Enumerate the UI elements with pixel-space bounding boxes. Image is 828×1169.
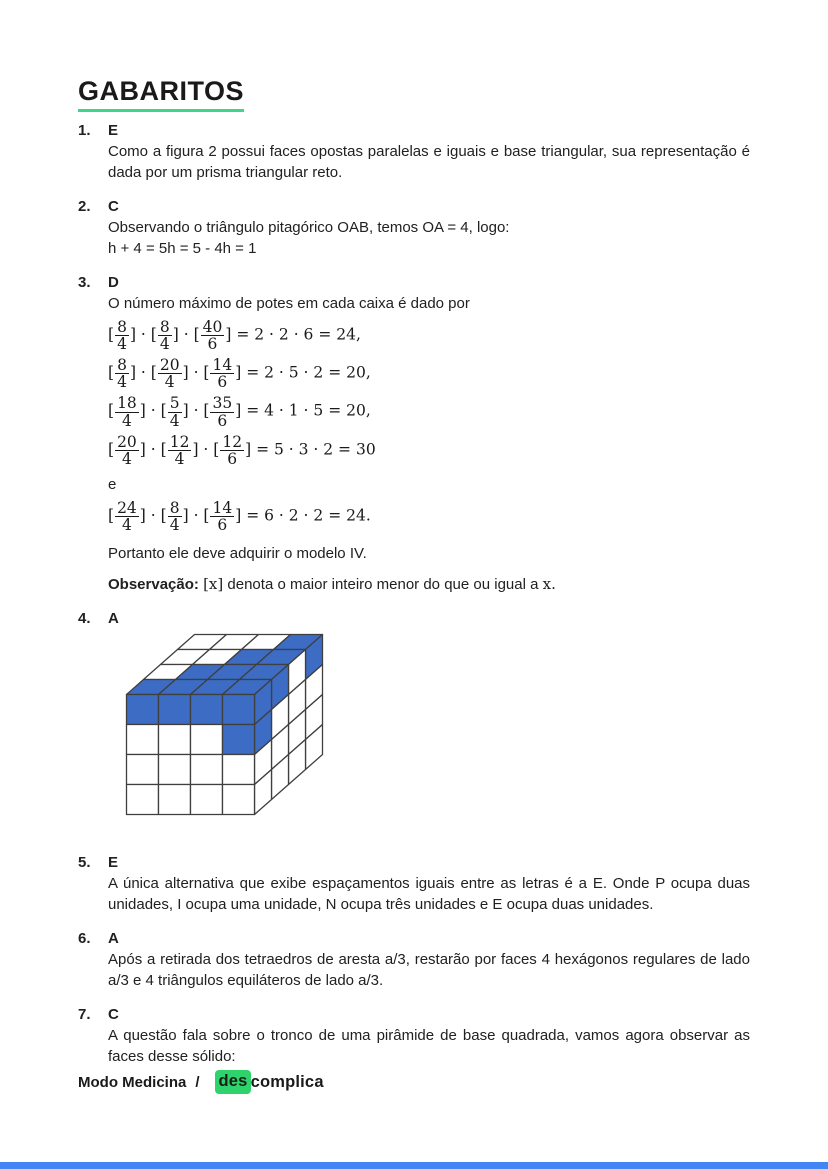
note-text: denota o maior inteiro menor do que ou igual a	[223, 576, 543, 594]
note-math-x: x.	[542, 575, 556, 594]
explanation-line: Observando o triângulo pitagórico OAB, temos OA = 4, logo:	[108, 219, 510, 236]
logo-complica-text: complica	[250, 1072, 324, 1091]
bottom-accent-bar	[0, 1162, 828, 1169]
item-number: 7.	[78, 1006, 91, 1024]
item-number: 5.	[78, 854, 91, 872]
answer-letter: E	[108, 854, 119, 872]
descomplica-logo	[215, 1070, 324, 1094]
item-number: 6.	[78, 930, 91, 948]
equation-line: [ $\frac{8}{4}$ ] · [ $\frac{8}{4}$ ] · [ $\frac{40}{6}$ ] = 2 · 2 · 6 = 24,	[108, 318, 361, 354]
item-number: 4.	[78, 610, 91, 628]
answer-item-7	[78, 1004, 750, 1067]
page-title: GABARITOS	[78, 76, 244, 112]
explanation-line: O número máximo de potes em cada caixa é dado por	[108, 295, 470, 312]
equation-text-line: h + 4 = 5h = 5 - 4h = 1	[108, 240, 257, 257]
observation-note	[108, 574, 750, 595]
footer-separator: /	[195, 1073, 200, 1091]
equation-line: [ $\frac{8}{4}$ ] · [ $\frac{20}{4}$ ] · [ $\frac{14}{6}$ ] = 2 · 5 · 2 = 20,	[108, 356, 371, 392]
conclusion-line: Portanto ele deve adquirir o modelo IV.	[108, 545, 367, 563]
explanation-paragraph: A única alternativa que exibe espaçamentos iguais entre as letras é a E. Onde P ocupa duas unidades, I ocupa uma unidade, N ocupa três unidades e E ocupa duas unidades.	[108, 875, 750, 914]
answer-letter: A	[108, 930, 119, 948]
fraction: $\frac{5}{4}$	[169, 394, 180, 430]
answer-letter: C	[108, 1006, 119, 1024]
answer-item-5	[78, 852, 750, 915]
answer-item-6	[78, 928, 750, 991]
page-footer	[78, 1070, 324, 1094]
note-math-x-brackets: [x]	[203, 575, 224, 594]
explanation-paragraph: Após a retirada dos tetraedros de aresta a/3, restarão por faces 4 hexágonos regulares de lado a/3 e 4 triângulos equiláteros de lado a/3.	[108, 951, 750, 990]
fraction: $\frac{12}{6}$	[222, 432, 243, 468]
footer-brand: Modo Medicina	[78, 1073, 187, 1091]
answer-item-1	[78, 120, 750, 183]
answer-letter: C	[108, 198, 119, 215]
fraction: $\frac{8}{4}$	[117, 356, 127, 392]
fraction: $\frac{20}{4}$	[117, 432, 137, 468]
fraction: $\frac{14}{6}$	[212, 498, 233, 534]
answer-item-4	[78, 608, 750, 839]
fraction: $\frac{24}{4}$	[117, 498, 137, 534]
fraction: $\frac{20}{4}$	[159, 356, 180, 392]
answer-letter: E	[108, 122, 119, 139]
fraction: $\frac{12}{4}$	[169, 432, 190, 468]
answer-letter: A	[108, 610, 119, 628]
equation-line: [ $\frac{18}{4}$ ] · [ $\frac{5}{4}$ ] · [ $\frac{35}{6}$ ] = 4 · 1 · 5 = 20,	[108, 394, 371, 430]
connector-text: e	[108, 475, 117, 493]
equation-line: [ $\frac{20}{4}$ ] · [ $\frac{12}{4}$ ] · [ $\frac{12}{6}$ ] = 5 · 3 · 2 = 30	[108, 432, 376, 468]
item-number: 2.	[78, 198, 91, 215]
explanation-paragraph: Como a figura 2 possui faces opostas paralelas e iguais e base triangular, sua representação é dada por um prisma triangular reto.	[108, 143, 750, 181]
logo-des-badge: des	[215, 1070, 251, 1094]
figure-container	[125, 633, 750, 823]
equation-line: [ $\frac{24}{4}$ ] · [ $\frac{8}{4}$ ] · [ $\frac{14}{6}$ ] = 6 · 2 · 2 = 24.	[108, 498, 371, 534]
note-label: Observação:	[108, 576, 199, 594]
fraction: $\frac{8}{4}$	[117, 318, 127, 354]
final-equation-block	[108, 500, 750, 533]
fraction: $\frac{8}{4}$	[169, 498, 180, 534]
answer-item-3	[78, 272, 750, 595]
explanation-paragraph: A questão fala sobre o tronco de uma pirâmide de base quadrada, vamos agora observar as faces desse sólido:	[108, 1027, 750, 1066]
fraction: $\frac{40}{6}$	[202, 318, 223, 354]
fraction: $\frac{18}{4}$	[117, 394, 137, 430]
equation-block	[108, 319, 750, 467]
answer-item-2	[78, 196, 750, 259]
fraction: $\frac{8}{4}$	[159, 318, 170, 354]
item-number: 3.	[78, 274, 91, 291]
cube-figure	[125, 633, 325, 817]
fraction: $\frac{14}{6}$	[212, 356, 233, 392]
item-number: 1.	[78, 122, 91, 139]
fraction: $\frac{35}{6}$	[212, 394, 233, 430]
answer-letter: D	[108, 274, 119, 291]
